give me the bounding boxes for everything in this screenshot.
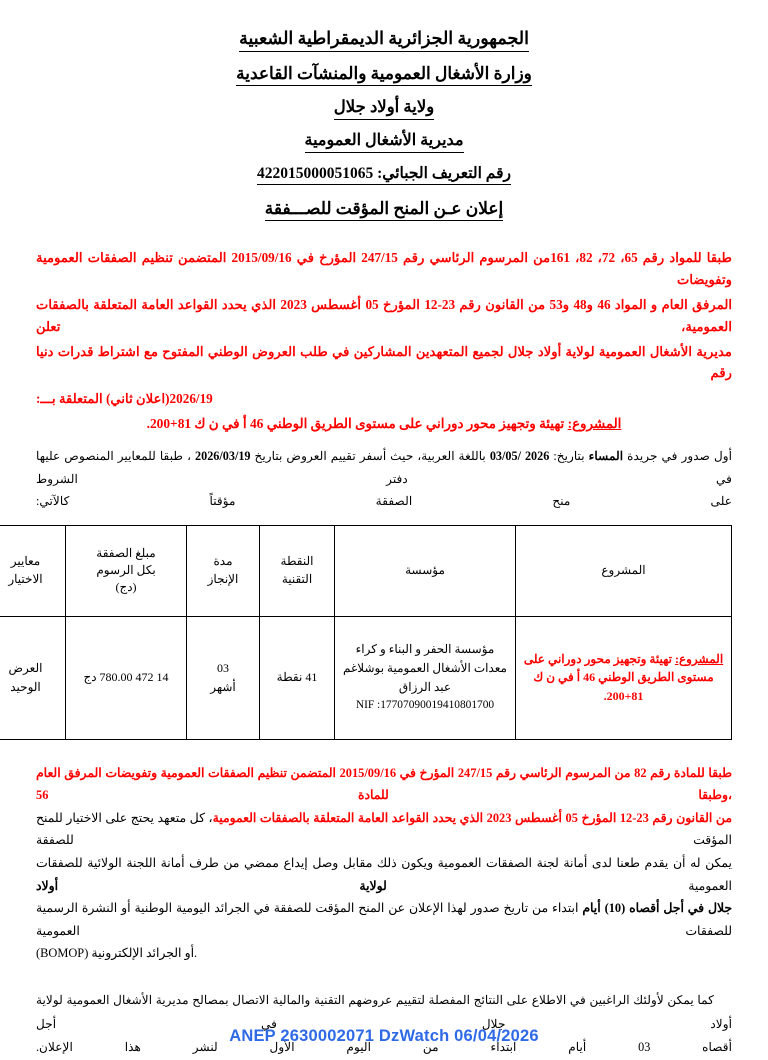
cell-company-nif: NIF :17707090019410801700 (355, 699, 495, 712)
table-header-row (0, 525, 732, 616)
header-country-line: الجمهورية الجزائرية الديمقراطية الشعبية (239, 28, 529, 52)
cell-criteria-l1: العرض (8, 661, 43, 676)
header-ministry-line: وزارة الأشغال العمومية والمنشآت القاعدية (236, 63, 532, 86)
th-criteria-l2: الاختيار (8, 571, 43, 586)
closing-tail: أقصاه 03 أيام ابتداء من اليوم الأول لنشر هذا الإعلان. (36, 1040, 732, 1055)
cell-company-name: مؤسسة الحفر و البناء و كراء معدات الأشغال العمومية بوشلاغم عبد الرزاق (343, 642, 507, 694)
evaluation-date: 2026/03/19 (195, 449, 251, 463)
th-amount (66, 525, 187, 616)
closing-text: كما يمكن لأولئك الراغبين في الاطلاع على النتائج المفصلة لتقييم عروضهم التقنية والمالية الاتصال بمصالح مديرية الأشغال العمومية لولاية أولاد جلال في أجل (36, 992, 732, 1031)
award-table-body (0, 616, 732, 739)
appeal-line-4 (36, 897, 732, 942)
th-project: المشروع (516, 525, 732, 616)
intro-line-4: 2026/19(اعلان ثاني) المتعلقة بـــ: (36, 390, 213, 406)
header-directorate-line: مديرية الأشغال العمومية (305, 131, 464, 153)
award-table-head (0, 525, 732, 616)
project-headline-label: المشروع: (567, 416, 622, 431)
intro-line-3: مديرية الأشغال العمومية لولاية أولاد جلال لجميع المتعهدين المشاركين في طلب العروض الوطني المفتوح مع اشتراط قدرات دنيا رقم (36, 343, 732, 381)
appeal-line-3 (36, 852, 732, 897)
th-amount-l1: مبلغ الصفقة (96, 545, 156, 560)
project-headline (36, 416, 732, 432)
appeal-line-3-bold: لولاية أولاد (36, 878, 387, 893)
publication-tail: على منح الصفقة مؤقتاً كالآتي: (36, 494, 732, 509)
intro-block (36, 247, 732, 409)
appeal-block (36, 762, 732, 965)
publication-paragraph (36, 445, 732, 513)
publication-prefix: أول صدور في جريدة (627, 449, 733, 463)
th-technical-note (260, 525, 335, 616)
publication-date: 2026 /03/05 (489, 449, 550, 463)
anep-footer: ANEP 2630002071 DzWatch 06/04/2026 (229, 1027, 539, 1046)
header-wilaya-line: ولاية أولاد جلال (334, 97, 434, 120)
award-table (0, 525, 732, 740)
th-criteria-l1: معايير (10, 554, 41, 569)
cell-project-value: تهيئة وتجهيز محور دوراني على مستوى الطريق الوطني 46 أ في ن ك 81+200. (523, 651, 714, 703)
publication-date-label: بتاريخ: (553, 449, 585, 463)
cell-criteria-l2: الوحيد (10, 679, 41, 694)
th-company: مؤسسة (335, 525, 516, 616)
appeal-line-2 (36, 807, 732, 852)
cell-project-label: المشروع: (674, 651, 724, 666)
header-tax-id-line: رقم التعريف الجبائي: 422015000051065 (257, 164, 511, 185)
appeal-line-1-text: طبقا للمادة رقم 82 من المرسوم الرئاسي رقم 247/15 المؤرخ في 2015/09/16 المتضمن تنظيم الصفقات العمومية وتفويضات المرفق العام ،وطبقا للمادة 56 (36, 765, 732, 803)
th-amount-l3: (دج) (115, 580, 137, 595)
project-headline-value: تهيئة وتجهيز محور دوراني على مستوى الطريق الوطني 46 أ في ن ك 81+200. (146, 416, 565, 431)
th-amount-l2: بكل الرسوم (96, 562, 156, 577)
th-duration-l2: الإنجاز (207, 571, 239, 586)
appeal-line-2-red: من القانون رقم 23-12 المؤرخ 05 أغسطس 2023 الذي يحدد القواعد العامة المتعلقة بالصفقات العمومية (212, 810, 732, 825)
appeal-line-3-text: يمكن له أن يقدم طعنا لدى أمانة لجنة الصفقات العمومية ويكون ذلك مقابل وصل إيداع ممضي من طرف أمانة اللجنة الولائية للصفقات العمومية (36, 856, 732, 893)
closing-paragraph (36, 989, 732, 1060)
appeal-bomop-note: (BOMOP) أو الجرائد الإلكترونية. (36, 946, 198, 961)
cell-company (335, 616, 516, 739)
cell-project (516, 616, 732, 739)
th-criteria (0, 525, 66, 616)
publication-criteria-note: ، طبقا للمعايير المنصوص عليها في دفتر الشروط (36, 449, 732, 486)
publication-language-note: باللغة العربية، حيث أسفر تقييم العروض بتاريخ (254, 449, 486, 463)
th-duration (187, 525, 260, 616)
th-technical-note-l2: التقنية (281, 571, 313, 586)
appeal-deadline: جلال في أجل أقصاه (10) أيام (582, 901, 732, 916)
th-duration-l1: مدة (213, 554, 233, 569)
document-header (36, 28, 732, 221)
cell-duration (187, 616, 260, 739)
newspaper-name: المساء (588, 449, 624, 463)
table-row (0, 616, 732, 739)
cell-duration-unit: أشهر (210, 679, 236, 694)
cell-criteria (0, 616, 66, 739)
cell-technical-note: 41 نقطة (260, 616, 335, 739)
th-technical-note-l1: النقطة (280, 554, 314, 569)
cell-duration-value: 03 (217, 661, 229, 676)
intro-line-2: المرفق العام و المواد 46 و48 و53 من القانون رقم 23-12 المؤرخ 05 أغسطس 2023 الذي يحدد القواعد العامة المتعلقة بالصفقات العمومية، تعلن (36, 297, 733, 334)
appeal-line-4-rest: ابتداء من تاريخ صدور لهذا الإعلان عن المنح المؤقت للصفقة في الجرائد اليومية الوطنية أو النشرة الرسمية للصفقات العمومية (36, 901, 732, 938)
intro-line-1: طبقا للمواد رقم 65، 72، 82، 161من المرسوم الرئاسي رقم 247/15 المؤرخ في 2015/09/16 المتضمن تنظيم الصفقات العمومية وتفويضات (36, 250, 732, 287)
appeal-line-5 (36, 942, 732, 965)
cell-amount: 14 472 780.00 دج (66, 616, 187, 739)
appeal-line-1 (36, 762, 732, 807)
document-title: إعلان عـن المنح المؤقت للصـــفقة (265, 198, 504, 221)
appeal-line-2-black: ، كل متعهد يحتج على الاختيار للمنح المؤقت للصفقة (36, 810, 732, 848)
